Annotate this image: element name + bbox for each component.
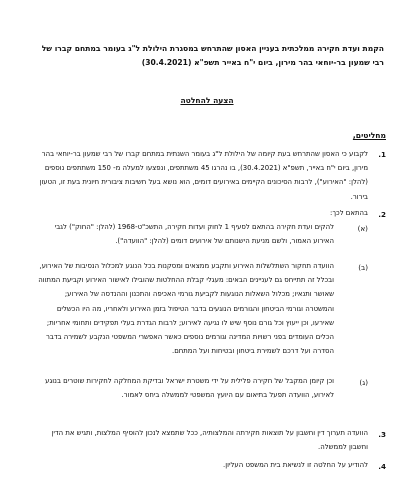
item-text: להודיע על החלטה זו לנשיאת בית המשפט העליון. [223, 461, 368, 469]
item-number: 4. [378, 462, 386, 471]
item-text: לקבוע כי האסון שהתרחש בעת קיומה של הילולת ל"ג בעומר השנתית במתחם קברו של רבי שמעון בר-יוחאי בהר מירון, ביום י"ח באייר, תשפ"א (30.4.2021), בו נהרגו 45 משתתפים, ונפצעו למעלה מ- 150 משתתפים נוספים (להלן: "האירוע"), לרבות הסיכונים הקיימים באירועים דומים, הוא נושא בעל חשיבות ציבורית חיונית בעת זו, הטעון בירור. [39, 150, 368, 201]
subitem-text: להקים ועדת חקירה בהתאם לסעיף 1 לחוק ועדות חקירה, התשכ"ט-1968 (להלן: "החוק") לגבי האירוע האמור, ולשם מניעת הישנותם של אירועים דומים (להלן: "הוועדה"). [54, 223, 334, 246]
item-number: 3. [378, 430, 386, 439]
document-subtitle: הצעה להחלטה [180, 96, 234, 105]
subitem-label: (א) [357, 224, 368, 233]
document-title: הקמת ועדת חקירה ממלכתית בעניין האסון שהתרחש במסגרת הילולת ל"ג בעומר במתחם קברו של רבי שמעון בר-יוחאי בהר מירון, ביום י"ח באייר תשפ"א (30.4.2021) [41, 44, 384, 67]
subitem-label: (ג) [359, 378, 368, 387]
item-number: 2. [378, 210, 386, 219]
item-text: בהתאם לכך: [330, 209, 368, 217]
subitem-label: (ב) [358, 263, 368, 272]
decided-label: מחליטים, [352, 131, 386, 140]
subitem-text: הוועדה תחקור השתלשלות האירוע ותקבע ממצאים ומסקנות בכל הנוגע למכלול הנסיבות של האירוע, ובכלל זה תתייחס גם לעניינים הבאים: מעגלי קבלת ההחלטות שהובילו לאישור האירוע וקביעת המתווה שאושר ותנאיו; מכלול השאלות הנוגעות לקביעת גורמי האכיפה והתכנון וההנדסה של האירוע; והמשטרה וגורמי הביטחון והגורמים הנוגעים בדבר הטיפול בזמן האירוע ולאחריו, מה היו הכשלים שאירעו, וכן ייעוץ וכל גורם נוסף שיש לו נגיעה לאירוע; לרבות הגדרת בעלי תפקידים ותחומי אחריות; הכלים העומדים בפני רשויות המדינה וגורמים נוספים כאשר האפשרי המשפטי הנקבע לשמירה בדבר הסדרה ועל דרכם לשמירת ביטחון ובטיחות ועל המתחם. [38, 262, 334, 356]
subitem-text: וכן קיומן המקבל של חקירה פלילית על ידי משטרת ישראל ובדיקת המחלקה לחקירות שוטרים בנוגע לאירוע, הוועדה תפעל בתיאום עם היועץ המשפטי לממשלה ביחס לאמור. [45, 377, 334, 400]
item-number: 1. [378, 150, 386, 159]
item-text: הוועדה תערוך דין וחשבון על תוצאות חקירתה והמלצותיה, ככל שתמצא לנכון להוסיף המלצות, ותגיש את הדין וחשבון לממשלה. [51, 429, 368, 452]
